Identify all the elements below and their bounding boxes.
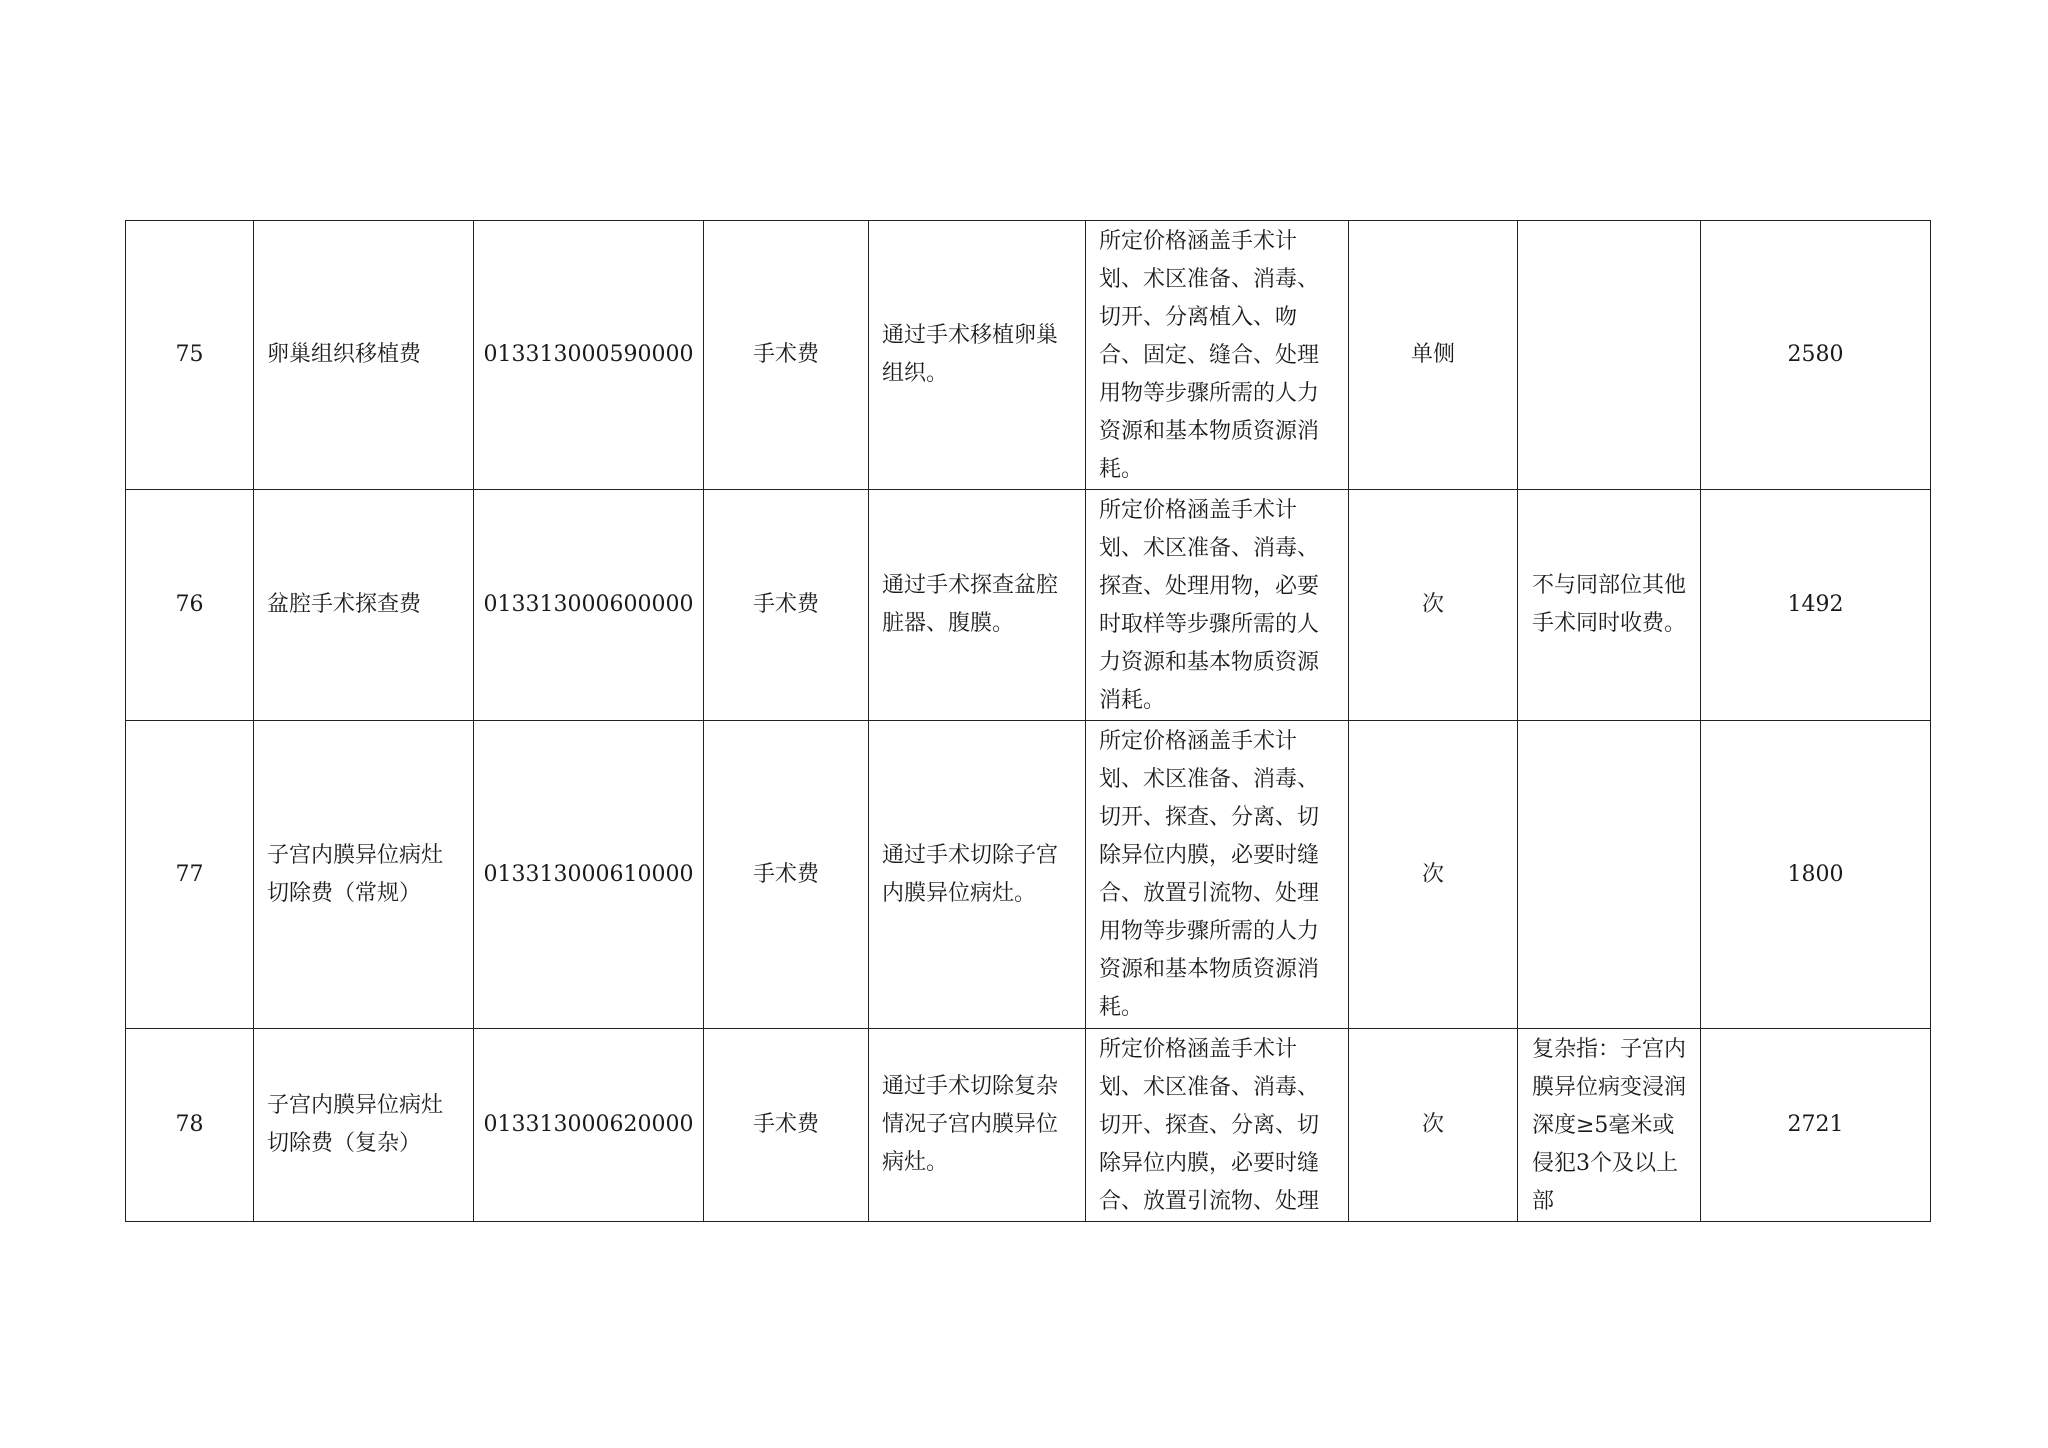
fee-table (125, 220, 1931, 1222)
service-content: 通过手术切除复杂情况子宫内膜异位病灶。 (869, 1029, 1086, 1222)
remark: 不与同部位其他手术同时收费。 (1518, 490, 1701, 721)
price: 2580 (1701, 221, 1931, 490)
service-content: 通过手术探查盆腔脏器、腹膜。 (869, 490, 1086, 721)
row-number: 75 (126, 221, 254, 490)
item-name: 盆腔手术探查费 (254, 490, 474, 721)
pricing-unit: 单侧 (1349, 221, 1518, 490)
price-coverage: 所定价格涵盖手术计划、术区准备、消毒、切开、分离植入、吻合、固定、缝合、处理用物等步骤所需的人力资源和基本物质资源消耗。 (1086, 221, 1349, 490)
remark: 复杂指：子宫内膜异位病变浸润深度≥5毫米或侵犯3个及以上部 (1518, 1029, 1701, 1222)
price: 1800 (1701, 721, 1931, 1029)
table-row (126, 221, 1931, 490)
price-coverage: 所定价格涵盖手术计划、术区准备、消毒、切开、探查、分离、切除异位内膜，必要时缝合、放置引流物、处理 (1086, 1029, 1349, 1222)
price: 1492 (1701, 490, 1931, 721)
table-row (126, 490, 1931, 721)
price: 2721 (1701, 1029, 1931, 1222)
pricing-unit: 次 (1349, 490, 1518, 721)
service-content: 通过手术切除子宫内膜异位病灶。 (869, 721, 1086, 1029)
service-content: 通过手术移植卵巢组织。 (869, 221, 1086, 490)
item-code: 013313000610000 (474, 721, 704, 1029)
item-name: 卵巢组织移植费 (254, 221, 474, 490)
item-code: 013313000600000 (474, 490, 704, 721)
fee-category: 手术费 (704, 221, 869, 490)
fee-category: 手术费 (704, 1029, 869, 1222)
price-coverage: 所定价格涵盖手术计划、术区准备、消毒、探查、处理用物，必要时取样等步骤所需的人力资源和基本物质资源消耗。 (1086, 490, 1349, 721)
table-row (126, 721, 1931, 1029)
item-name: 子宫内膜异位病灶切除费（复杂） (254, 1029, 474, 1222)
fee-category: 手术费 (704, 721, 869, 1029)
item-name: 子宫内膜异位病灶切除费（常规） (254, 721, 474, 1029)
item-code: 013313000590000 (474, 221, 704, 490)
remark (1518, 721, 1701, 1029)
table-row (126, 1029, 1931, 1222)
pricing-unit: 次 (1349, 1029, 1518, 1222)
row-number: 78 (126, 1029, 254, 1222)
price-coverage: 所定价格涵盖手术计划、术区准备、消毒、切开、探查、分离、切除异位内膜，必要时缝合、放置引流物、处理用物等步骤所需的人力资源和基本物质资源消耗。 (1086, 721, 1349, 1029)
pricing-unit: 次 (1349, 721, 1518, 1029)
row-number: 76 (126, 490, 254, 721)
row-number: 77 (126, 721, 254, 1029)
remark (1518, 221, 1701, 490)
fee-category: 手术费 (704, 490, 869, 721)
item-code: 013313000620000 (474, 1029, 704, 1222)
